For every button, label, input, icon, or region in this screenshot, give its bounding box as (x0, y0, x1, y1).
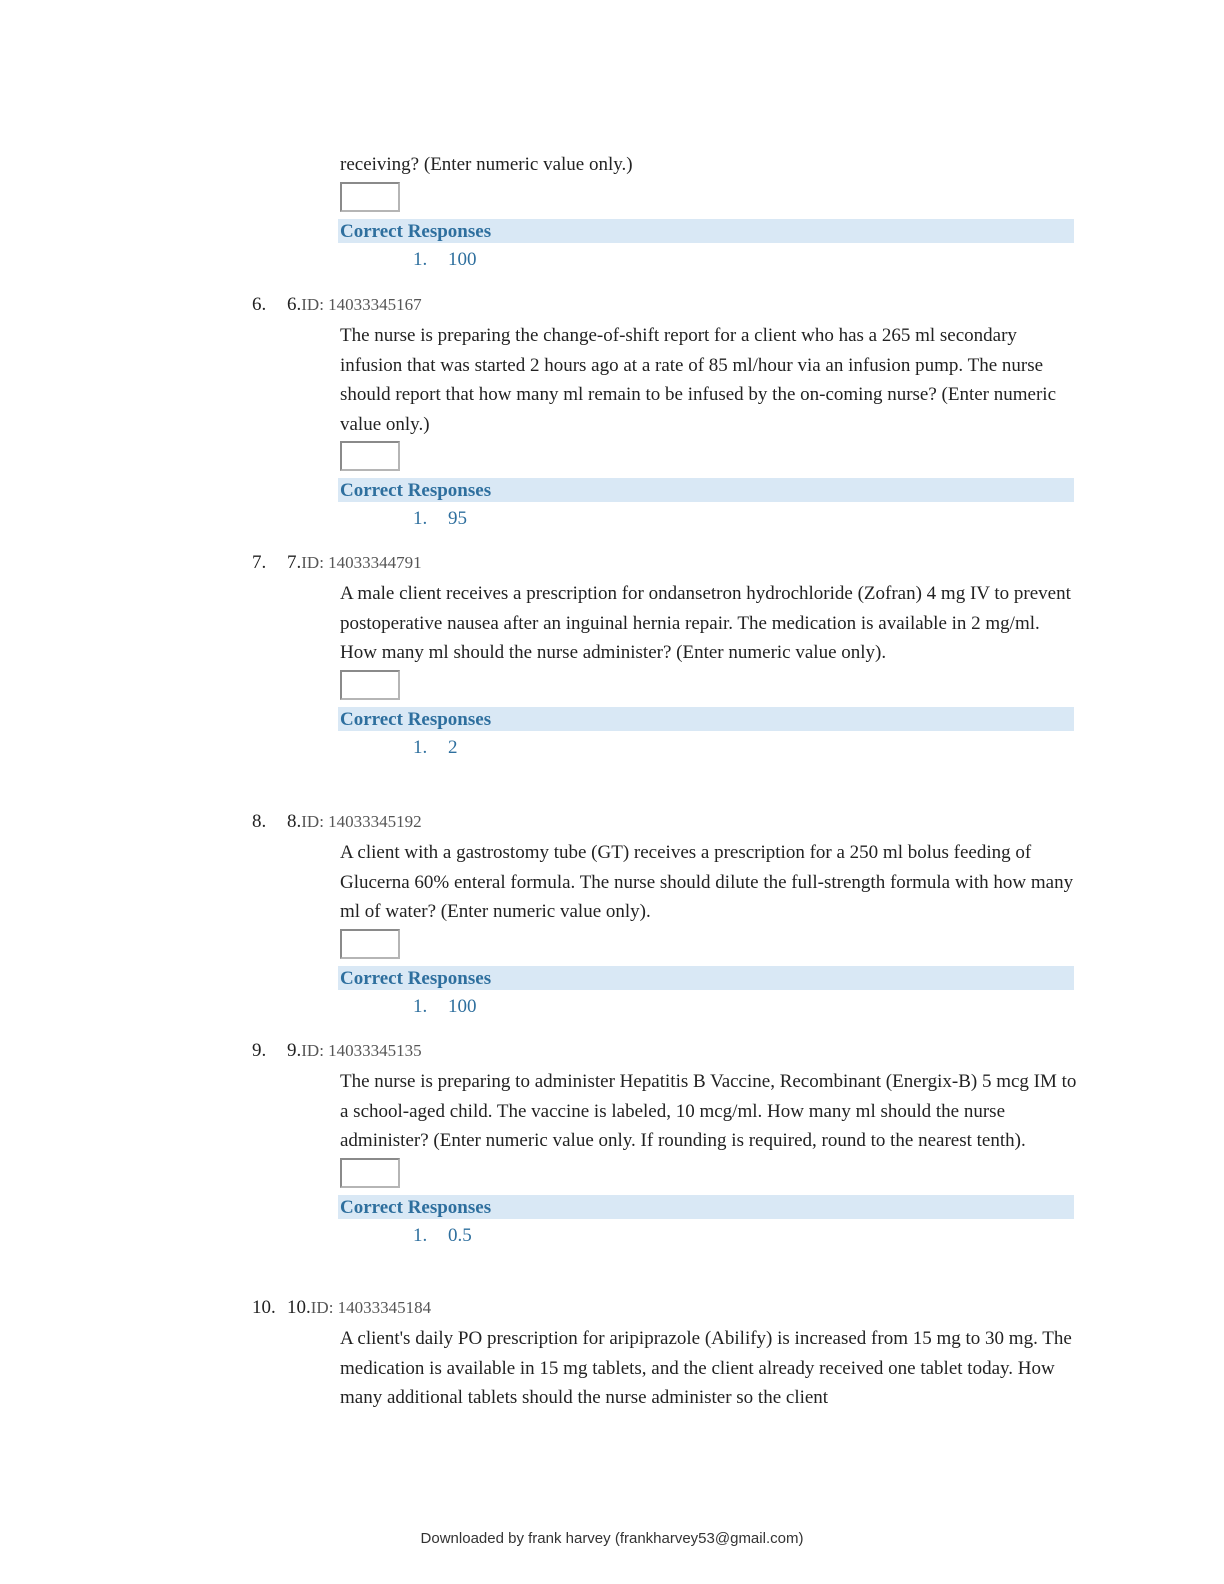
correct-responses-list (340, 736, 1080, 760)
question-header (252, 1296, 1082, 1320)
question-6 (252, 293, 1082, 531)
question-stem: The nurse is preparing the change-of-shift report for a client who has a 265 ml secondary infusion that was started 2 hours ago at a rate of 85 ml/hour via an infusion pump. The nurse should report that how many ml remain to be infused by the on-coming nurse? (Enter numeric value only.) (340, 325, 1057, 435)
answer-input[interactable] (340, 670, 400, 700)
question-number: 10. (252, 1297, 276, 1318)
response-value: 100 (448, 995, 477, 1017)
question-9 (252, 1039, 1082, 1248)
question-id: 14033345135 (328, 1041, 422, 1060)
response-value: 95 (448, 508, 467, 529)
question-id: 14033344791 (328, 553, 422, 572)
correct-responses-list (340, 248, 1080, 272)
question-id: 14033345184 (337, 1298, 432, 1317)
correct-response-item (340, 1224, 1080, 1248)
answer-input[interactable] (340, 182, 400, 212)
question-label: 10. (287, 1297, 311, 1318)
response-number: 1. (413, 508, 428, 529)
question-number: 7. (252, 552, 267, 573)
question-label: 9. (287, 1040, 302, 1061)
response-value: 0.5 (448, 1224, 472, 1246)
download-footer: Downloaded by frank harvey (frankharvey53@gmail.com) (420, 1530, 804, 1547)
question-body (340, 579, 1080, 760)
question-header (252, 551, 1082, 575)
correct-responses-header: Correct Responses (338, 1195, 1074, 1219)
question-5-continuation (340, 150, 1080, 272)
question-header (252, 810, 1082, 834)
correct-response-item (340, 248, 1080, 272)
question-stem: A male client receives a prescription for ondansetron hydrochloride (Zofran) 4 mg IV to prevent postoperative nausea after an inguinal hernia repair. The medication is available in 2 mg/ml. How many ml should the nurse administer? (Enter numeric value only). (340, 583, 1071, 663)
question-8 (252, 810, 1082, 1019)
correct-responses-header: Correct Responses (338, 707, 1074, 731)
response-number: 1. (413, 736, 428, 758)
question-stem: receiving? (Enter numeric value only.) (340, 154, 633, 175)
question-body (340, 1067, 1080, 1248)
correct-response-item (340, 507, 1080, 531)
question-number: 6. (252, 294, 267, 315)
question-body (340, 1324, 1080, 1413)
question-header (252, 293, 1082, 317)
answer-input[interactable] (340, 1158, 400, 1188)
question-id-prefix: ID: (301, 1041, 329, 1060)
correct-responses-header: Correct Responses (338, 478, 1074, 502)
question-stem: The nurse is preparing to administer Hepatitis B Vaccine, Recombinant (Energix-B) 5 mcg IM to a school-aged child. The vaccine is labeled, 10 mcg/ml. How many ml should the nurse administer? (Enter numeric value only. If rounding is required, round to the nearest tenth). (340, 1071, 1077, 1151)
response-number: 1. (413, 1224, 428, 1246)
question-label: 7. (287, 552, 302, 573)
response-number: 1. (413, 248, 428, 270)
question-id-prefix: ID: (301, 812, 329, 831)
correct-responses-list (340, 1224, 1080, 1248)
correct-responses-header: Correct Responses (338, 966, 1074, 990)
question-id-prefix: ID: (310, 1298, 338, 1317)
answer-input[interactable] (340, 929, 400, 959)
question-stem: A client's daily PO prescription for aripiprazole (Abilify) is increased from 15 mg to 30 mg. The medication is available in 15 mg tablets, and the client already received one tablet today. How many additional tablets should the nurse administer so the client (340, 1328, 1072, 1408)
correct-response-item (340, 995, 1080, 1019)
correct-responses-list (340, 507, 1080, 531)
question-body (340, 838, 1080, 1019)
question-body (340, 321, 1080, 531)
correct-responses-list (340, 995, 1080, 1019)
correct-responses-header: Correct Responses (338, 219, 1074, 243)
question-number: 9. (252, 1040, 267, 1061)
question-id-prefix: ID: (301, 553, 329, 572)
response-value: 2 (448, 736, 458, 758)
question-10 (252, 1296, 1082, 1413)
question-header (252, 1039, 1082, 1063)
question-label: 8. (287, 811, 302, 832)
response-number: 1. (413, 995, 428, 1017)
question-label: 6. (287, 294, 302, 315)
question-number: 8. (252, 811, 267, 832)
question-id: 14033345167 (328, 295, 422, 314)
question-stem: A client with a gastrostomy tube (GT) receives a prescription for a 250 ml bolus feeding of Glucerna 60% enteral formula. The nurse should dilute the full-strength formula with how many ml of water? (Enter numeric value only). (340, 842, 1074, 922)
question-id: 14033345192 (328, 812, 422, 831)
answer-input[interactable] (340, 441, 400, 471)
correct-response-item (340, 736, 1080, 760)
response-value: 100 (448, 248, 477, 270)
question-7 (252, 551, 1082, 760)
question-id-prefix: ID: (301, 295, 329, 314)
